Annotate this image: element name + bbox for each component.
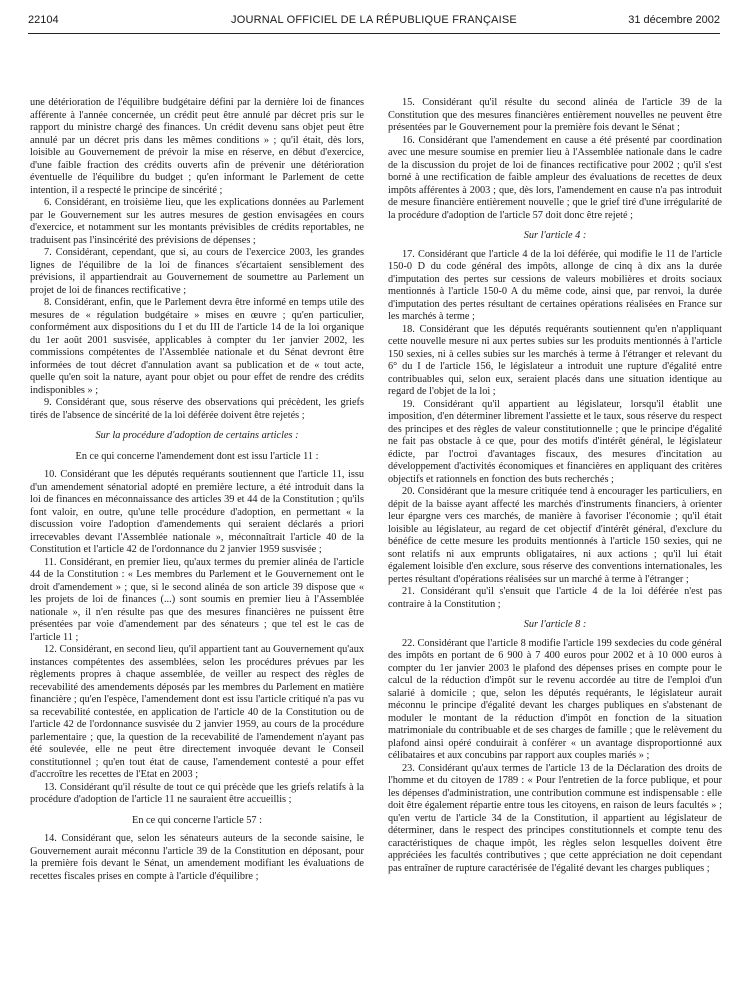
paragraph: 22. Considérant que l'article 8 modifie l'article 199 sexdecies du code général des impôts en portant de 6 900 à 7 400 euros pour 2002 et à 10 000 euros à compter du 1er janvier 2003 le plafond des dépenses prises en compte pour le calcul de la réduction d'impôt sur le revenu accordée au titre de l'emploi d'un salarié à domicile ; que, selon les députés requérants, le législateur aurait méconnu le principe d'égalité devant les charges publiques en s'abstenant de moduler le montant de la réduction d'impôt en fonction de la situation matrimoniale du contribuable et de ses charges de famille ; que le relèvement du plafond ainsi opéré conduirait à conférer « un avantage disproportionné aux célibataires et aux concubins par rapport aux couples mariés » ;: [388, 637, 722, 761]
paragraph: 6. Considérant, en troisième lieu, que les explications données au Parlement par le Gouvernement sur les autres mesures de gestion envisagées en cours d'exercice, et notamment sur les montants prévisibles de crédits reportables, ne traduisent pas l'insincérité des prévisions de dépenses ;: [30, 197, 364, 246]
page-number: 22104: [28, 14, 59, 26]
paragraph: 21. Considérant qu'il s'ensuit que l'article 4 de la loi déférée n'est pas contraire à la Constitution ;: [388, 586, 722, 610]
paragraph: 17. Considérant que l'article 4 de la loi déférée, qui modifie le 11 de l'article 150-0 D du code général des impôts, allonge de cinq à dix ans la durée d'imputation des pertes sur cessions de valeurs mobilières et droits sociaux mentionnés à l'article 150-0 A du même code, ainsi que, par renvoi, la durée d'imputation des pertes résultant de certaines opérations réalisées en France sur les marchés à terme ;: [388, 248, 722, 322]
paragraph: 9. Considérant que, sous réserve des observations qui précèdent, les griefs tirés de l'absence de sincérité de la loi déférée doivent être rejetés ;: [30, 397, 364, 421]
section-heading: Sur la procédure d'adoption de certains articles :: [95, 430, 299, 441]
paragraph: 12. Considérant, en second lieu, qu'il appartient tant au Gouvernement qu'aux instances compétentes des assemblées, selon les procédures prévues par les règlements propres à chaque assemblée, de veiller au respect des règles de recevabilité des amendements déposés par les membres du Parlement en matière financière ; qu'en l'espèce, l'amendement dont est issu l'article critiqué n'a pas vu sa recevabilité contestée, en application de l'article 40 de la Constitution ou de l'article 42 de l'ordonnance susvisée du 2 janvier 1959, au cours de la procédure parlementaire ; que, la question de la recevabilité de l'amendement n'ayant pas été soulevée, elle ne peut être directement invoquée devant le Conseil constitutionnel ; qu'en tout état de cause, l'amendement contesté a pour effet d'accroître les recettes de l'Etat en 2003 ;: [30, 644, 364, 780]
header-rule: [28, 33, 720, 34]
paragraph: 18. Considérant que les députés requérants soutiennent qu'en n'appliquant cette nouvelle mesure ni aux pertes subies sur les produits mentionnés à l'article 150 sexies, ni à celles subies sur les marchés à terme à l'étranger et relevant du 6° du I de l'article 156, le législateur a introduit une rupture d'égalité entre contribuables qui, selon eux, seraient placés dans une situation identique au regard de l'objet de la loi ;: [388, 323, 722, 397]
page-header: [28, 14, 720, 32]
paragraph: 8. Considérant, enfin, que le Parlement devra être informé en temps utile des mesures de « régulation budgétaire » mises en œuvre ; qu'en particulier, conformément aux dispositions du I et du III de l'article 14 de la loi organique du 1er août 2001 susvisée, applicables à compter du 1er janvier 2002, les commissions compétentes de l'Assemblée nationale et du Sénat devront être informées de tout décret d'annulation avant sa publication et de « tout acte, quelle qu'en soit la nature, ayant pour objet ou pour effet de rendre des crédits indisponibles » ;: [30, 297, 364, 396]
paragraph: 11. Considérant, en premier lieu, qu'aux termes du premier alinéa de l'article 44 de la Constitution : « Les membres du Parlement et le Gouvernement ont le droit d'amendement » ; que, si le second alinéa de son article 39 dispose que « les projets de loi de finances (...) sont soumis en premier lieu à l'Assemblée nationale », il n'en résulte pas que des mesures financières ne puissent être présentées par voie d'amendement par des sénateurs ; que tel est le cas de l'article 11 ;: [30, 556, 364, 643]
paragraph: 23. Considérant qu'aux termes de l'article 13 de la Déclaration des droits de l'homme et du citoyen de 1789 : « Pour l'entretien de la force publique, et pour les dépenses d'administration, une contribution commune est indispensable : elle doit être également répartie entre tous les citoyens, en raison de leurs facultés » ; qu'en vertu de l'article 34 de la Constitution, il appartient au législateur de déterminer, dans le respect des principes constitutionnels et compte tenu des caractéristiques de chaque impôt, les règles selon lesquelles doivent être appréciées les facultés contributives ; que cette appréciation ne doit cependant pas entraîner de rupture caractérisée de l'égalité devant les charges publiques ;: [388, 762, 722, 874]
right-column: [388, 97, 722, 875]
paragraph: 15. Considérant qu'il résulte du second alinéa de l'article 39 de la Constitution que des mesures financières entièrement nouvelles ne peuvent être présentées par le Gouvernement pour la première fois devant le Sénat ;: [388, 97, 722, 133]
section-heading: Sur l'article 8 :: [523, 619, 587, 630]
publication-date: 31 décembre 2002: [628, 14, 720, 26]
paragraph: 19. Considérant qu'il appartient au législateur, lorsqu'il établit une imposition, d'en déterminer librement l'assiette et le taux, sous réserve du respect des principes et des règles de valeur constitutionnelle ; que le principe d'égalité ne fait pas obstacle à ce que, pour des motifs d'intérêt général, le législateur édicte, par l'octroi d'avantages fiscaux, des mesures d'incitation au développement d'activités économiques et financières en appliquant des critères objectifs et rationnels en fonction des buts recherchés ;: [388, 398, 722, 485]
paragraph: 13. Considérant qu'il résulte de tout ce qui précède que les griefs relatifs à la procédure d'adoption de l'article 11 ne sauraient être accueillis ;: [30, 781, 364, 805]
subsection-heading: En ce qui concerne l'article 57 :: [132, 814, 262, 826]
paragraph: 10. Considérant que les députés requérants soutiennent que l'article 11, issu d'un amendement sénatorial adopté en première lecture, a été introduit dans la loi de finances en méconnaissance des articles 39 et 44 de la Constitution ; qu'ils font valoir, en outre, qu'une telle procédure d'adoption, en permettant « la discussion voire l'adoption d'amendements qui seraient déclarés a priori irrecevables devant l'Assemblée nationale », méconnaîtrait l'article 40 de la Constitution et l'article 42 de l'ordonnance du 2 janvier 1959 susvisée ;: [30, 469, 364, 555]
paragraph: 7. Considérant, cependant, que si, au cours de l'exercice 2003, les grandes lignes de l'équilibre de la loi de finances s'écartaient sensiblement des prévisions, il appartiendrait au Gouvernement de soumettre au Parlement un projet de loi de finances rectificative ;: [30, 247, 364, 296]
paragraph: 20. Considérant que la mesure critiquée tend à encourager les particuliers, en dépit de la baisse ayant affecté les marchés d'instruments financiers, à orienter leur épargne vers ces marchés, de manière à favoriser l'économie ; qu'il était loisible au législateur, au regard de cet objectif d'intérêt général, d'exclure du bénéfice de cette mesure les produits mentionnés à l'article 150 sexies, qui ne sont relatifs ni aux emprunts obligataires, ni aux actions ; qu'il lui était également loisible d'en exclure, sous réserve des conventions internationales, les pertes résultant d'opérations réalisées sur un marché à terme à l'étranger ;: [388, 486, 722, 585]
journal-title: JOURNAL OFFICIEL DE LA RÉPUBLIQUE FRANÇAISE: [231, 14, 517, 26]
left-column: [30, 97, 364, 883]
paragraph: 14. Considérant que, selon les sénateurs auteurs de la seconde saisine, le Gouvernement aurait méconnu l'article 39 de la Constitution en déposant, pour la première fois devant le Sénat, un amendement modifiant les évaluations de recettes fiscales prises en compte à l'article d'équilibre ;: [30, 833, 364, 882]
paragraph: 16. Considérant que l'amendement en cause a été présenté par coordination avec une mesure soumise en premier lieu à l'Assemblée nationale dans le cadre de la discussion du projet de loi de finances rectificative pour 2002 ; qu'il s'est borné à une rectification de faible ampleur des évaluations de recettes de deux impôts afférentes à 2003 ; que, dès lors, l'amendement en cause n'a pas introduit de mesure financière entièrement nouvelle ; que le grief tiré d'une irrégularité de la procédure d'adoption de l'article 57 doit donc être rejeté ;: [388, 134, 722, 221]
paragraph: une détérioration de l'équilibre budgétaire défini par la dernière loi de finances afférente à l'année concernée, un crédit peut être annulé par décret pris sur le rapport du ministre chargé des finances. Un crédit devenu sans objet peut être annulé par un décret pris dans les mêmes conditions » ; qu'il était, dès lors, loisible au Gouvernement de prévoir la mise en réserve, en début d'exercice, d'une faible fraction des crédits ouverts afin de prévenir une détérioration éventuelle de l'équilibre du budget ; qu'en informant le Parlement de cette intention, il a respecté le principe de sincérité ;: [30, 97, 364, 196]
subsection-heading: En ce qui concerne l'amendement dont est issu l'article 11 :: [75, 450, 319, 462]
section-heading: Sur l'article 4 :: [523, 230, 587, 241]
